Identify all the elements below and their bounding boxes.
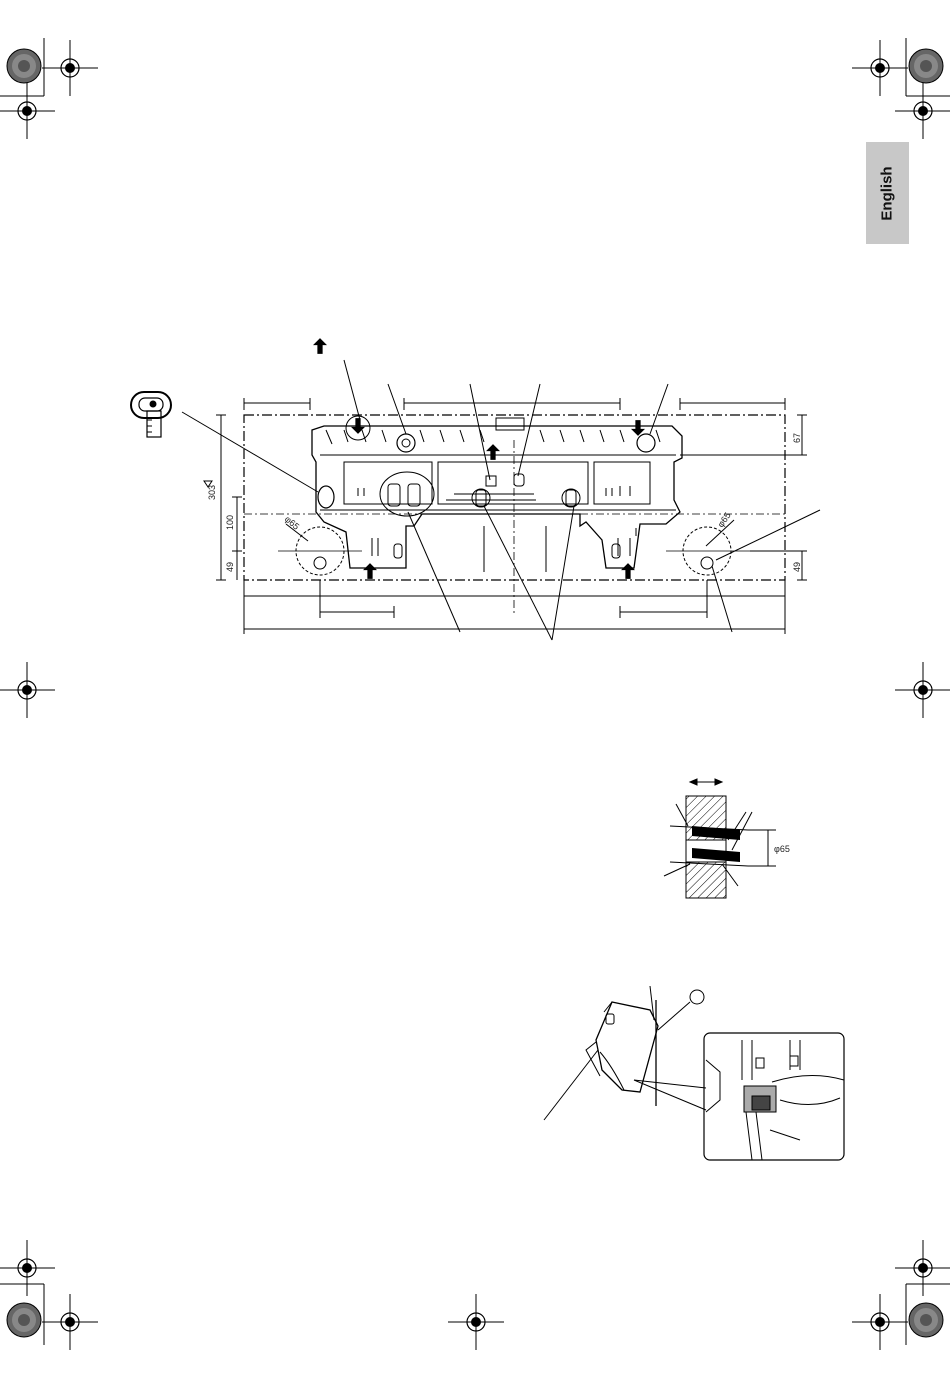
registration-mark-icon	[42, 40, 98, 96]
up-arrow-icon	[363, 563, 377, 579]
language-tab-label: English	[879, 165, 897, 221]
registration-marks	[0, 38, 950, 1350]
registration-mark-icon	[852, 40, 908, 96]
registration-mark-icon	[42, 1294, 98, 1350]
down-arrow-icon	[631, 420, 645, 436]
registration-mark-icon	[0, 83, 55, 139]
up-arrow-icon	[486, 444, 500, 460]
dim-left-hole-diameter: φ65	[282, 513, 302, 532]
mounting-plate-figure	[131, 360, 820, 640]
registration-mark-icon	[0, 662, 55, 718]
color-wheel-icon	[909, 49, 943, 83]
up-arrow-icon	[621, 563, 635, 579]
color-wheel-icon	[7, 1303, 41, 1337]
wall-hole-diameter: φ65	[774, 844, 790, 854]
dim-49-left: 49	[225, 561, 235, 572]
dim-100: 100	[225, 514, 235, 530]
registration-mark-icon	[895, 1240, 950, 1296]
registration-mark-icon	[852, 1294, 908, 1350]
up-arrow-icon	[313, 338, 327, 354]
registration-mark-icon	[895, 83, 950, 139]
dim-49-right: 49	[792, 561, 802, 572]
registration-mark-icon	[448, 1294, 504, 1350]
registration-mark-icon	[895, 662, 950, 718]
dim-67: 67	[792, 432, 802, 443]
spirit-level-icon	[131, 392, 171, 437]
color-wheel-icon	[909, 1303, 943, 1337]
dim-right-hole-diameter: φ65	[715, 510, 733, 530]
unit-hooking-figure	[544, 986, 844, 1160]
registration-mark-icon	[0, 1240, 55, 1296]
color-wheel-icon	[7, 49, 41, 83]
wall-hole-figure	[664, 779, 776, 898]
dim-303: 303	[207, 484, 217, 500]
